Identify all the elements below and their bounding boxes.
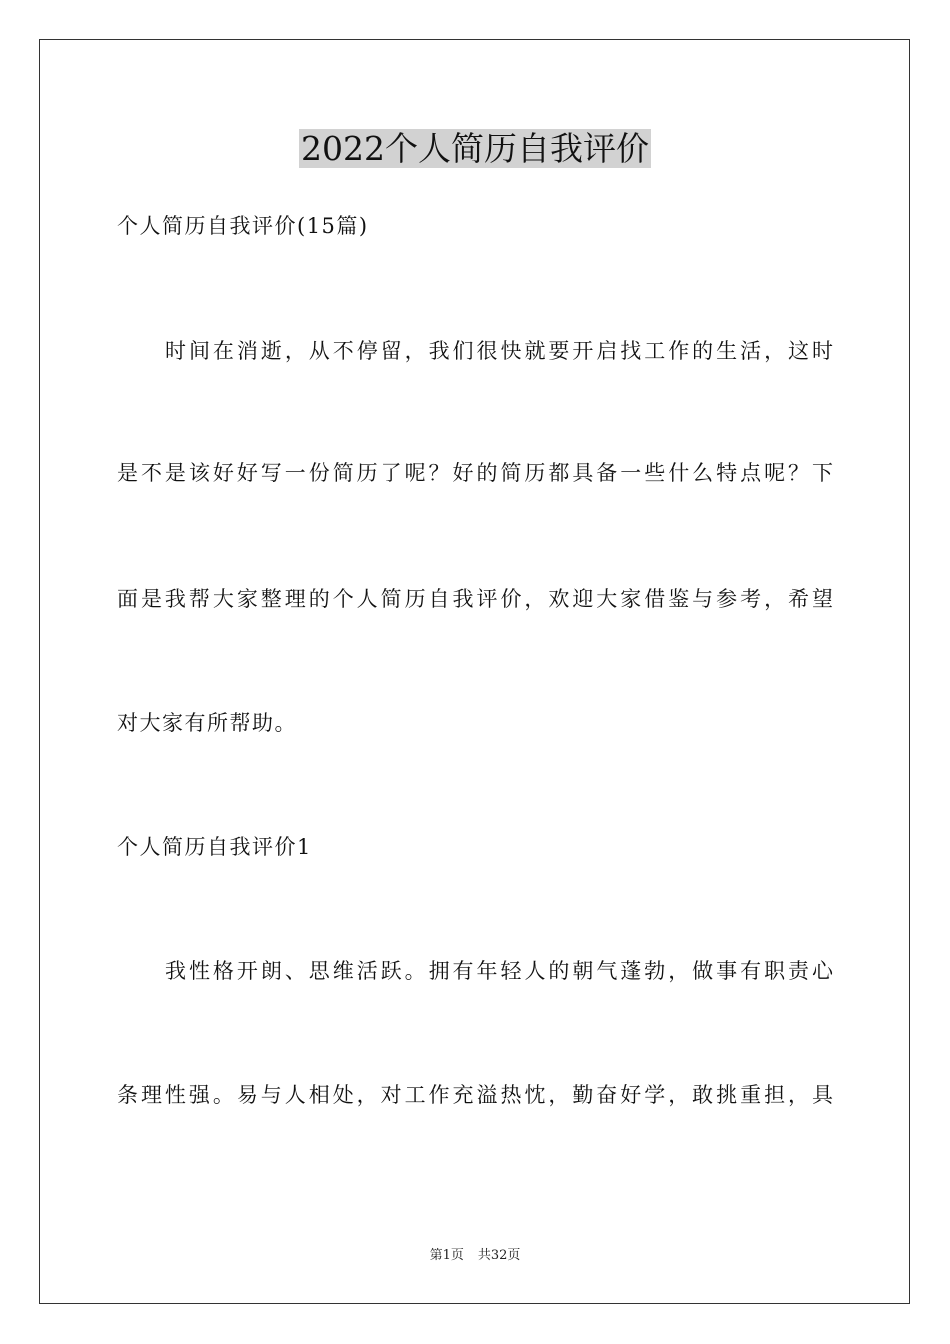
document-title-text: 2022个人简历自我评价	[301, 129, 649, 168]
section-heading: 个人简历自我评价1	[117, 835, 312, 859]
document-title	[0, 126, 950, 172]
intro-line-1: 时间在消逝，从不停留，我们很快就要开启找工作的生活，这时	[165, 339, 833, 363]
section-line-1: 我性格开朗、思维活跃。拥有年轻人的朝气蓬勃，做事有职责心	[165, 959, 833, 983]
document-subtitle: 个人简历自我评价(15篇)	[117, 214, 369, 238]
intro-line-2: 是不是该好好写一份简历了呢？好的简历都具备一些什么特点呢？下	[117, 461, 833, 485]
page-number: 第1页	[429, 1248, 464, 1263]
section-line-2: 条理性强。易与人相处，对工作充溢热忱，勤奋好学，敢挑重担，具	[117, 1083, 833, 1107]
intro-line-4: 对大家有所帮助。	[117, 711, 297, 735]
page-footer	[0, 1247, 950, 1265]
intro-line-3: 面是我帮大家整理的个人简历自我评价，欢迎大家借鉴与参考，希望	[117, 587, 833, 611]
page-total: 共32页	[477, 1248, 521, 1263]
